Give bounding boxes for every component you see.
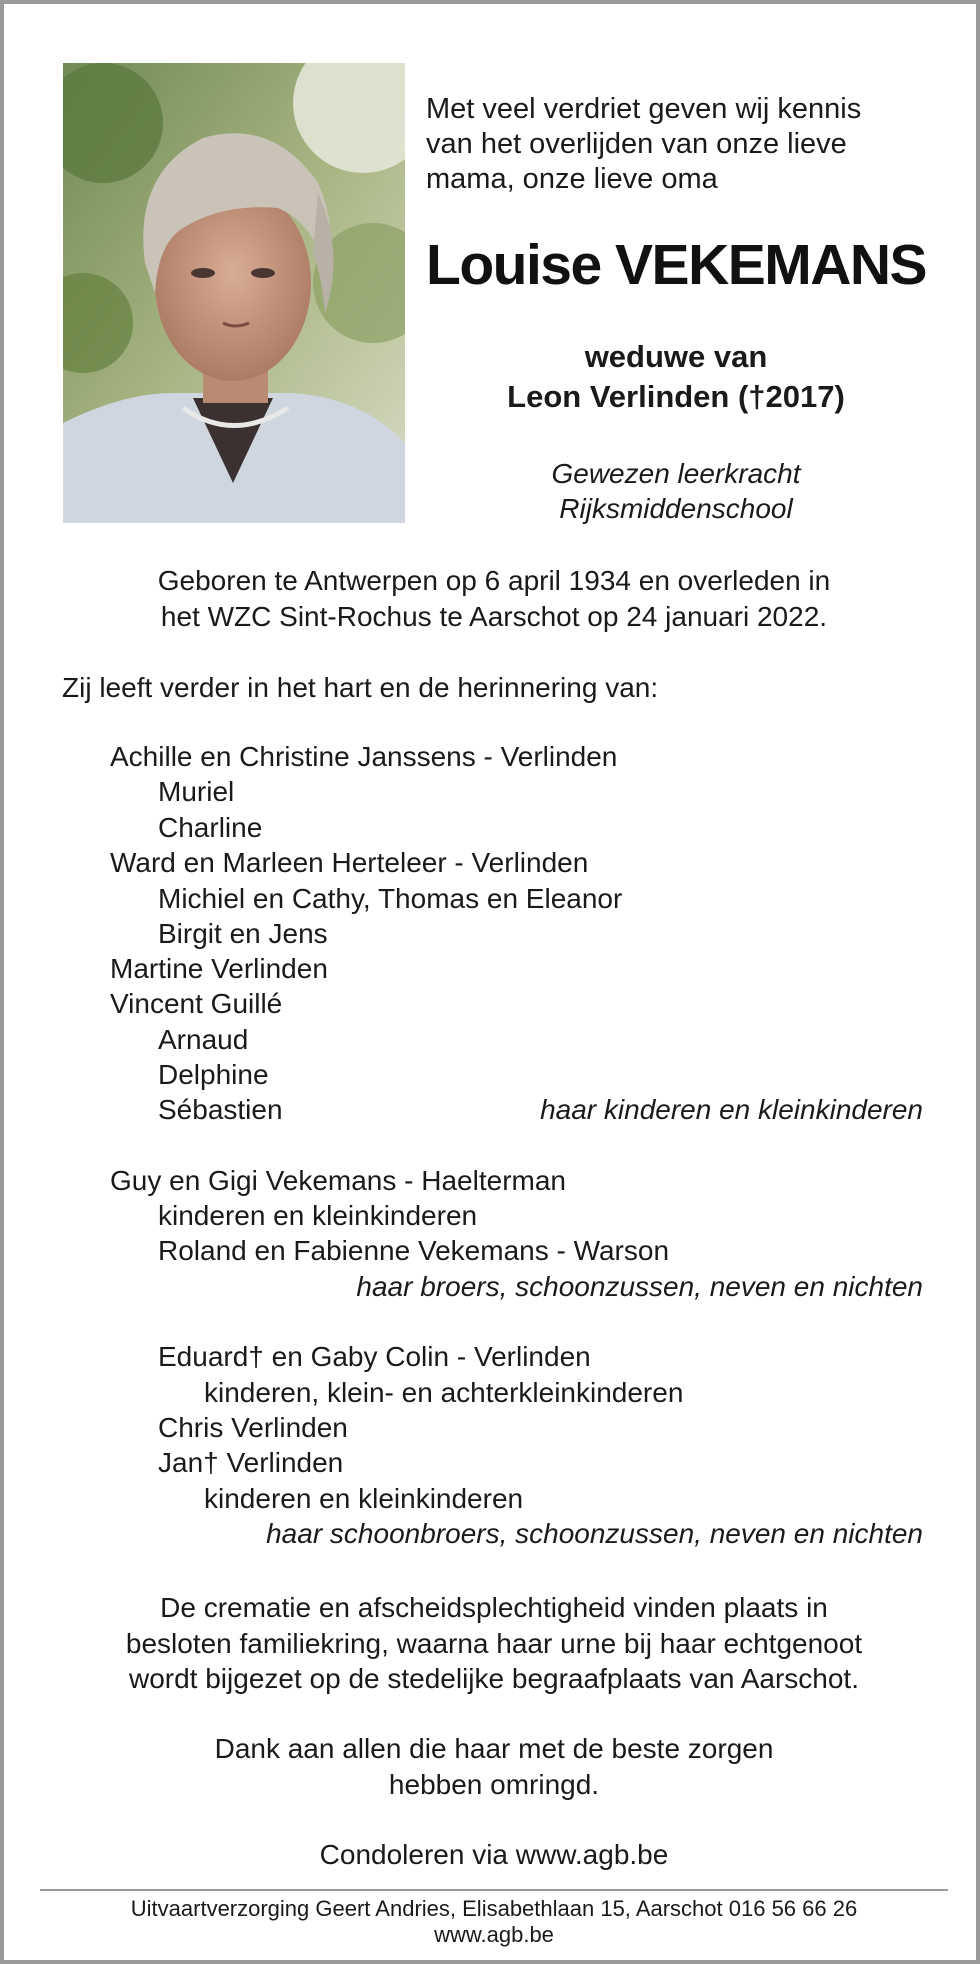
spouse-name: Leon Verlinden (†2017) (507, 379, 845, 414)
birth-death-info (24, 563, 964, 635)
family-line (4, 1198, 980, 1234)
family-line (4, 1022, 980, 1058)
relation-label: haar broers, schoonzussen, neven en nichten (356, 1271, 923, 1302)
family-line (4, 739, 980, 775)
footer-address: Uitvaartverzorging Geert Andries, Elisabethlaan 15, Aarschot 016 56 66 26 (130, 1896, 858, 1921)
intro-text (426, 92, 946, 197)
family-line (4, 1410, 980, 1446)
family-member: Michiel en Cathy, Thomas en Eleanor (158, 883, 623, 914)
ceremony-line: besloten familiekring, waarna haar urne bij haar echtgenoot (125, 1627, 863, 1659)
family-member: Sébastien (158, 1094, 283, 1125)
occupation-line: Gewezen leerkracht (551, 458, 801, 489)
intro-line: van het overlijden van onze lieve (426, 128, 847, 160)
widow-of (426, 337, 926, 417)
family-member: kinderen, klein- en achterkleinkinderen (204, 1377, 684, 1408)
family-member: Achille en Christine Janssens - Verlinden (110, 741, 618, 772)
lives-on-intro: Zij leeft verder in het hart en de herinnering van: (62, 672, 659, 703)
family-line (4, 1057, 980, 1093)
footer-divider (40, 1889, 948, 1891)
family-member: Martine Verlinden (110, 953, 328, 984)
family-member: Roland en Fabienne Vekemans - Warson (158, 1235, 670, 1266)
family-member: Jan† Verlinden (158, 1447, 344, 1478)
condolences-text: Condoleren via www.agb.be (319, 1839, 669, 1870)
family-member: Muriel (158, 776, 235, 807)
birth-death-line: het WZC Sint-Rochus te Aarschot op 24 januari 2022. (160, 601, 828, 632)
family-member: Delphine (158, 1059, 269, 1090)
family-line (4, 810, 980, 846)
family-line (4, 1233, 980, 1269)
family-line (4, 881, 980, 917)
birth-death-line: Geboren te Antwerpen op 6 april 1934 en overleden in (157, 565, 831, 596)
family-line (4, 1163, 980, 1199)
family-line (4, 951, 980, 987)
family-member: Arnaud (158, 1024, 249, 1055)
family-line (4, 845, 980, 881)
family-member: kinderen en kleinkinderen (204, 1483, 524, 1514)
family-line (4, 1339, 980, 1375)
intro-line: mama, onze lieve oma (426, 163, 718, 195)
family-line (4, 986, 980, 1022)
footer-website: www.agb.be (434, 1922, 554, 1947)
family-line (4, 916, 980, 952)
family-member: kinderen en kleinkinderen (158, 1200, 478, 1231)
portrait-photo (63, 63, 405, 523)
relation-label: haar kinderen en kleinkinderen (540, 1094, 923, 1125)
family-member: Vincent Guillé (110, 988, 283, 1019)
family-line (4, 1481, 980, 1517)
family-line (4, 1516, 980, 1552)
widow-label: weduwe van (584, 339, 768, 374)
family-line (4, 1269, 980, 1305)
occupation (426, 456, 926, 526)
ceremony-info (24, 1590, 964, 1697)
thanks-line: Dank aan allen die haar met de beste zorgen (214, 1733, 774, 1764)
family-member: Birgit en Jens (158, 918, 328, 949)
thanks-text (24, 1731, 964, 1802)
ceremony-line: De crematie en afscheidsplechtigheid vinden plaats in (160, 1592, 828, 1623)
relation-label: haar schoonbroers, schoonzussen, neven en nichten (266, 1518, 923, 1549)
family-line (4, 1375, 980, 1411)
family-line (4, 1445, 980, 1481)
occupation-line: Rijksmiddenschool (559, 493, 793, 524)
thanks-line: hebben omringd. (388, 1768, 600, 1800)
family-member: Guy en Gigi Vekemans - Haelterman (110, 1165, 566, 1196)
family-member: Ward en Marleen Herteleer - Verlinden (110, 847, 589, 878)
family-member: Chris Verlinden (158, 1412, 348, 1443)
family-member: Eduard† en Gaby Colin - Verlinden (158, 1341, 591, 1372)
ceremony-line: wordt bijgezet op de stedelijke begraafplaats van Aarschot. (128, 1663, 859, 1694)
funeral-director-footer (24, 1896, 964, 1948)
family-line (4, 1092, 980, 1128)
portrait-illustration (63, 63, 405, 523)
family-line (4, 774, 980, 810)
deceased-name: Louise VEKEMANS (426, 233, 927, 297)
intro-line: Met veel verdriet geven wij kennis (426, 93, 862, 125)
family-member: Charline (158, 812, 263, 843)
